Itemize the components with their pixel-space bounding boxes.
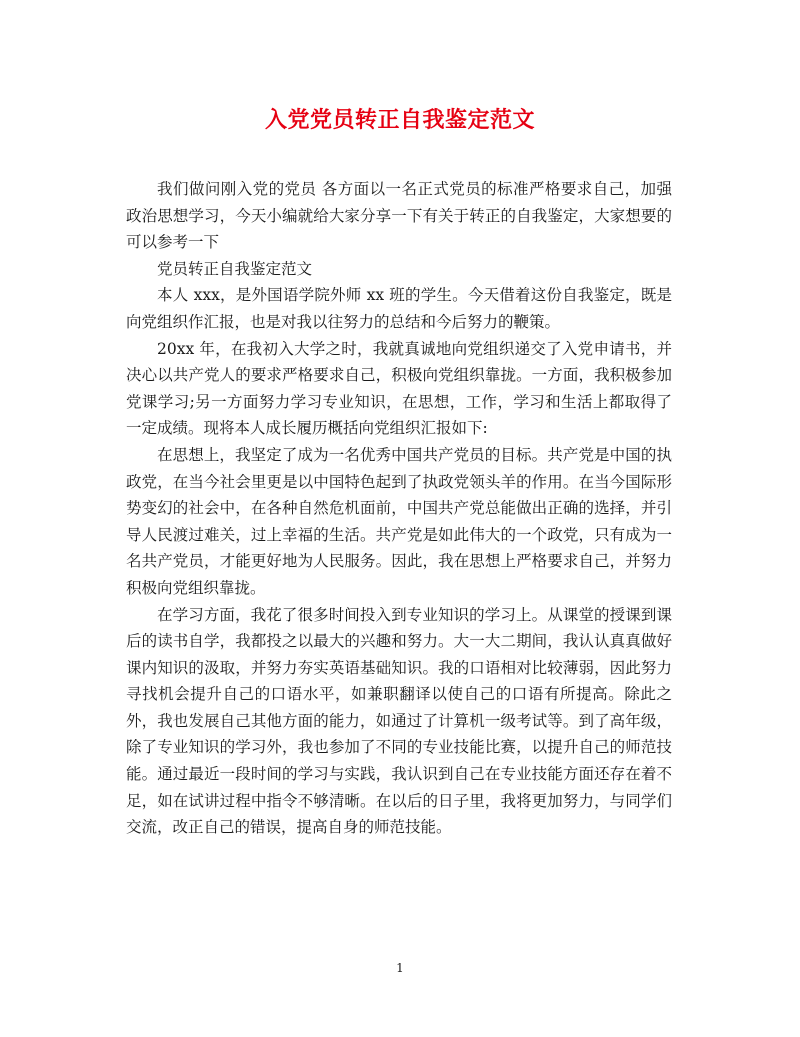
body-paragraph: 在学习方面，我花了很多时间投入到专业知识的学习上。从课堂的授课到课后的读书自学，我都投之以最大的兴趣和努力。大一大二期间，我认认真真做好课内知识的汲取，并努力夯实英语基础知识。我的口语相对比较薄弱，因此努力寻找机会提升自己的口语水平，如兼职翻译以使自己的口语有所提高。除此之外，我也发展自己其他方面的能力，如通过了计算机一级考试等。到了高年级，除了专业知识的学习外，我也参加了不同的专业技能比赛，以提升自己的师范技能。通过最近一段时间的学习与实践，我认识到自己在专业技能方面还存在着不足，如在试讲过程中指令不够清晰。在以后的日子里，我将更加努力，与同学们交流，改正自己的错误，提高自身的师范技能。 — [126, 605, 672, 837]
body-paragraph: 20xx 年，在我初入大学之时，我就真诚地向党组织递交了入党申请书，并决心以共产党人的要求严格要求自己，积极向党组织靠拢。一方面，我积极参加党课学习;另一方面努力学习专业知识，在思想，工作，学习和生活上都取得了一定成绩。现将本人成长履历概括向党组织汇报如下: — [126, 339, 672, 438]
page-number: 1 — [396, 961, 404, 975]
document-body — [126, 176, 672, 841]
section-heading: 党员转正自我鉴定范文 — [157, 259, 313, 278]
body-paragraph: 在思想上，我坚定了成为一名优秀中国共产党员的目标。共产党是中国的执政党，在当今社会里更是以中国特色起到了执政党领头羊的作用。在当今国际形势变幻的社会中，在各种自然危机面前，中国共产党总能做出正确的选择，并引导人民渡过难关，过上幸福的生活。共产党是如此伟大的一个政党，只有成为一名共产党员，才能更好地为人民服务。因此，我在思想上严格要求自己，并努力积极向党组织靠拢。 — [126, 445, 672, 597]
body-paragraph: 本人 xxx，是外国语学院外师 xx 班的学生。今天借着这份自我鉴定，既是向党组织作汇报，也是对我以往努力的总结和今后努力的鞭策。 — [126, 286, 672, 331]
document-title: 入党党员转正自我鉴定范文 — [264, 107, 535, 133]
intro-paragraph: 我们做问刚入党的党员 各方面以一名正式党员的标准严格要求自己，加强政治思想学习，今天小编就给大家分享一下有关于转正的自我鉴定，大家想要的可以参考一下 — [126, 180, 672, 252]
